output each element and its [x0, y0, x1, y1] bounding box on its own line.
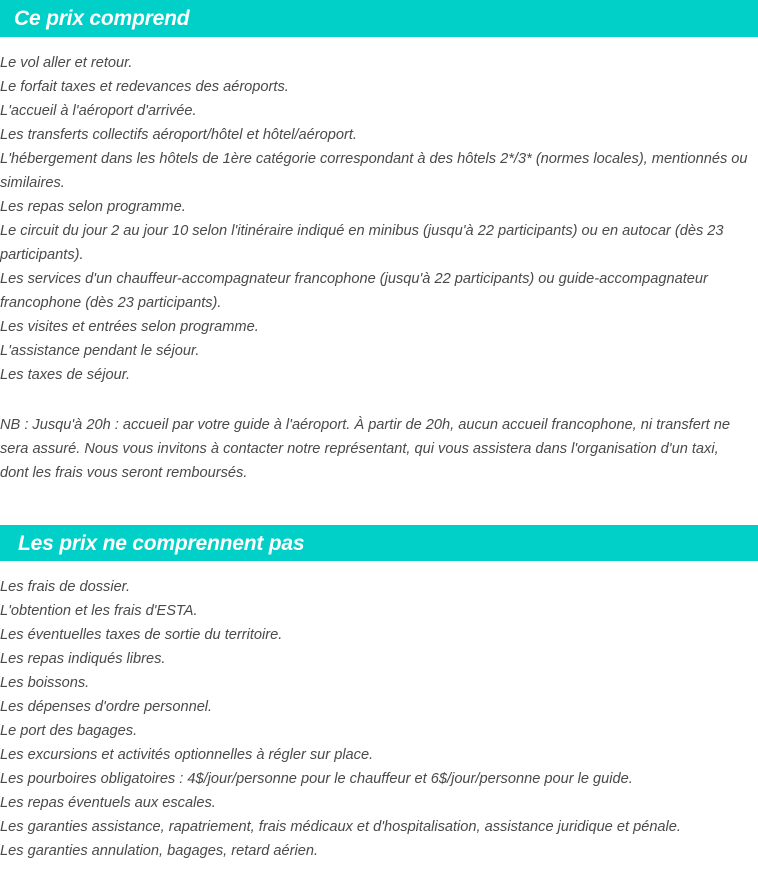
list-item: Les garanties annulation, bagages, retard aérien.: [0, 843, 319, 859]
section-title-excluded: Les prix ne comprennent pas: [18, 531, 305, 555]
list-item: Le vol aller et retour.: [0, 55, 133, 71]
list-item: Les taxes de séjour.: [0, 367, 131, 383]
section-header-excluded: [0, 525, 758, 561]
list-item: L'obtention et les frais d'ESTA.: [0, 603, 198, 619]
list-item: L'hébergement dans les hôtels de 1ère catégorie correspondant à des hôtels 2*/3* (normes locales), mentionnés ou similaires.: [0, 151, 748, 191]
included-list: [0, 51, 748, 387]
list-item: L'accueil à l'aéroport d'arrivée.: [0, 103, 197, 119]
list-item: Les excursions et activités optionnelles à régler sur place.: [0, 747, 374, 763]
list-item: Les boissons.: [0, 675, 90, 691]
list-item: Les repas éventuels aux escales.: [0, 795, 216, 811]
section-body-excluded: [0, 575, 758, 863]
list-item: Les garanties assistance, rapatriement, frais médicaux et d'hospitalisation, assistance juridique et pénale.: [0, 819, 681, 835]
section-header-included: [0, 0, 758, 37]
list-item: Les dépenses d'ordre personnel.: [0, 699, 213, 715]
list-item: Les visites et entrées selon programme.: [0, 319, 259, 335]
section-title-included: Ce prix comprend: [14, 7, 190, 30]
spacer: [0, 561, 758, 575]
list-item: L'assistance pendant le séjour.: [0, 343, 200, 359]
spacer: [0, 37, 758, 51]
list-item: Les transferts collectifs aéroport/hôtel et hôtel/aéroport.: [0, 127, 357, 143]
section-body-included: [0, 51, 758, 485]
list-item: Les services d'un chauffeur-accompagnateur francophone (jusqu'à 22 participants) ou guide-accompagnateur francophone (dès 23 participants).: [0, 271, 708, 311]
included-note: NB : Jusqu'à 20h : accueil par votre guide à l'aéroport. À partir de 20h, aucun accueil francophone, ni transfert ne sera assuré. Nous vous invitons à contacter notre représentant, qui vous assistera dans l'organisation d'un taxi, dont les frais vous seront remboursés.: [0, 417, 731, 481]
list-item: Le port des bagages.: [0, 723, 138, 739]
list-item: Le circuit du jour 2 au jour 10 selon l'itinéraire indiqué en minibus (jusqu'à 22 participants) ou en autocar (dès 23 participants).: [0, 223, 724, 263]
list-item: Le forfait taxes et redevances des aéroports.: [0, 79, 289, 95]
list-item: Les éventuelles taxes de sortie du territoire.: [0, 627, 283, 643]
list-item: Les repas selon programme.: [0, 199, 186, 215]
list-item: Les pourboires obligatoires : 4$/jour/personne pour le chauffeur et 6$/jour/personne pour le guide.: [0, 771, 633, 787]
spacer: [0, 387, 748, 413]
excluded-list: [0, 575, 748, 863]
spacer: [0, 485, 758, 525]
list-item: Les frais de dossier.: [0, 579, 131, 595]
list-item: Les repas indiqués libres.: [0, 651, 166, 667]
